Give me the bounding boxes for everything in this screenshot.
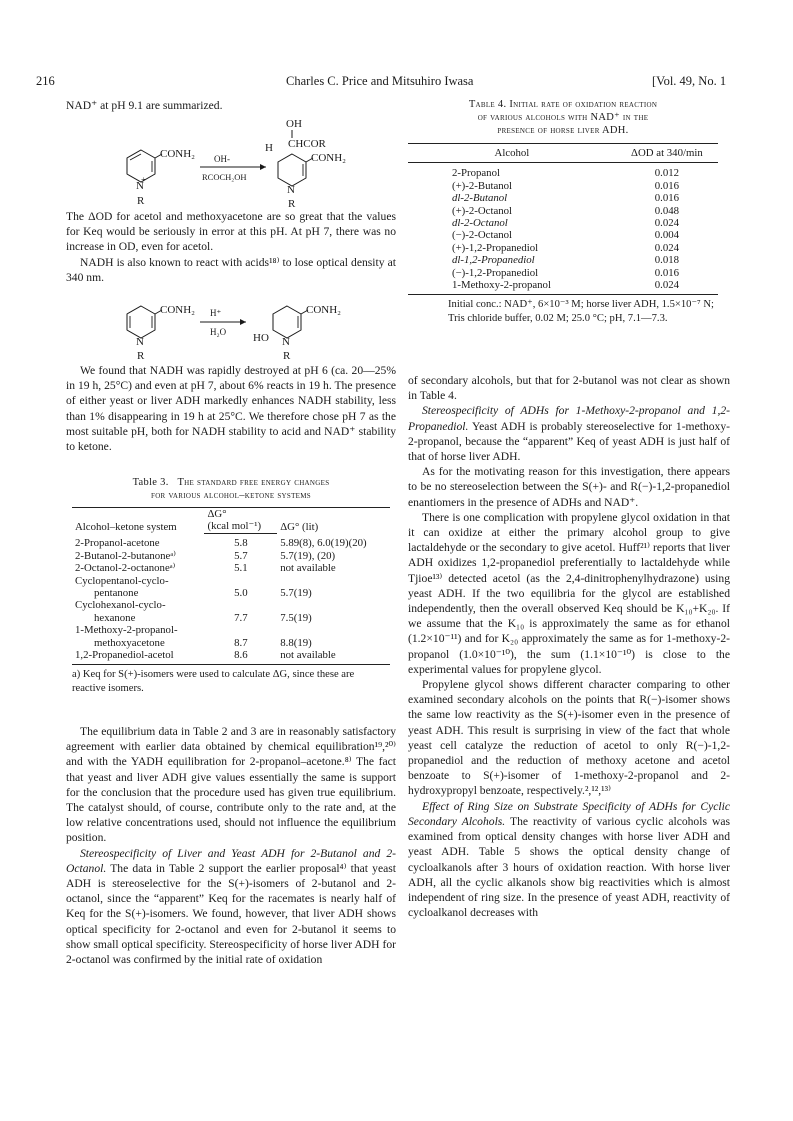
tetrahydropyridine-ring-b [273,306,301,338]
left-column-2 [66,209,396,285]
table-3-title-2: for various alcohol–ketone systems [151,490,311,501]
conh2-a: CONH₂ [160,304,196,316]
table-3-title-1: The standard free energy changes [177,477,330,488]
paragraph-stereospecificity-body: The data in Table 2 support the earlier proposal⁴⁾ that yeast ADH is stereoselective for the S(+)-isomers of 2-butanol and 2-octanol, since the “apparent” Keq for the racemates is nearly half of Keq for the S(+)-isomers. We found, however, that liver ADH shows optical specificity for 2-octanol and even for 2-butanol it seems to show small optical specificity. Stereospecificity of horse liver ADH for 2-octanol was confirmed by the initial rate of oxidation [66,861,396,967]
chcor-label: CHCOR [288,138,326,150]
table-4-note: Initial conc.: NAD⁺, 6×10⁻³ M; horse liver ADH, 1.5×10⁻⁷ N; Tris chloride buffer, 0.02 M; 25.0 °C; pH, 7.1—7.3. [448,299,714,324]
paragraph-propylene-complication: There is one complication with propylene glycol oxidation in that it can oxidize at either the primary alcohol group to give lactaldehyde or the secondary to give acetol. Huff²¹⁾ reports that liver ADH oxidizes 1,2-propanediol preferentially to lactaldehyde while Tjioe¹³⁾ detected acetol (as the 2,4-dinitrophenylhydrazone) using yeast ADH. If the two equilibria for the glycol are established independently, then the overall observed Keq should be K₁₀+K₂₀. If we assume that the K₁₀ is approximately the same as for ethanol (1.2×10⁻¹¹) and for K₂₀ approximately the same as for 1-methoxy-2-propanol (1.0×10⁻¹⁰), the sum (1.1×10⁻¹⁰) is close to the experimental values for propylene glycol. [408,510,730,676]
table-3-head-dg-unit: (kcal mol⁻¹) [204,520,277,533]
conh2-right: CONH₂ [311,152,347,164]
running-authors: Charles C. Price and Mitsuhiro Iwasa [286,74,474,88]
paragraph-nadh-stability: We found that NADH was rapidly destroyed at pH 6 (ca. 20—25% in 19 h, 25°C) and even at pH 7, about 6% reacts in 19 h. The presence of either yeast or liver ADH markedly enhances NADH stability, less than 1% disappearing in 19 h at 25°C. We therefore chose pH 7 as the most suitable pH, both for NADH stability to acid and NAD⁺ stability to ketone. [66,364,396,454]
paragraph-nadh-acids: NADH is also known to react with acids¹⁸⁾ to lose optical density at 340 nm. [66,255,396,284]
table-row: 1-Methoxy-2-propanol 0.024 [408,279,718,295]
intro-line: NAD⁺ at pH 9.1 are summarized. [66,99,223,112]
table-row: Cyclopentanol-cyclo- [75,574,169,587]
table-row: 2-Octanol-2-octanoneᵃ⁾ 5.1 not available [75,562,336,575]
table-row: dl-2-Butanol 0.016 [452,192,680,205]
scheme-2 [96,300,386,362]
table-row: Cyclohexanol-cyclo- [75,599,166,612]
paragraph-secondary-alcohols: of secondary alcohols, but that for 2-butanol was not clear as shown in Table 4. [408,374,730,403]
paragraph-stereospecificity [66,846,396,968]
n-b: N [282,336,290,348]
table-4-block [408,98,718,325]
table-row-cont: hexanone 7.7 7.5(19) [94,611,312,624]
table-4-head-od: ΔOD at 340/min [616,144,718,163]
dihydropyridine-ring-right [278,154,306,186]
table-4-head-alcohol: Alcohol [408,144,616,163]
table-3-block [72,476,390,695]
left-column-3 [66,363,396,454]
paragraph-ring-size [408,799,730,921]
paragraph-ring-size-body: The reactivity of various cyclic alcohols was examined from optical density changes with horse liver ADH and yeast ADH. Table 5 shows the optical density change of cycloalkanols after 3 hours of oxidation reaction. With horse liver ADH, all the cyclic alkanols show big reactivities which is almost independent of ring size. In the presence of yeast ADH, reactivity of cycloalkanol decreases with [408,814,730,920]
page-number: 216 [36,74,55,88]
r-a: R [137,350,145,362]
dihydropyridine-ring-a [127,306,155,338]
table-4 [408,143,718,295]
r-b: R [283,350,291,362]
table-row: dl-2-Octanol 0.024 [452,217,680,230]
section-heading-ring-size: Effect of Ring Size on Substrate Specificity of ADHs for Cyclic Secondary Alcohols. [408,799,730,828]
table-3-footnote: a) Keq for S(+)-isomers were used to calculate ΔG, since these are reactive isomers. [72,669,355,694]
table-4-caption-line-3: presence of horse liver ADH. [497,125,629,136]
table-row: 1-Methoxy-2-propanol- [75,624,178,637]
svg-text:+: + [141,175,146,184]
paragraph-propylene-character: Propylene glycol shows different character comparing to other examined secondary alcohols on the points that R(−)-isomer shows the same low reactivity as the S(+)-isomer even in the presence of yeast ADH. This result is surprising in view of the fact that whole yeast cell catalyze the reduction of acetol to only R(−)-1,2-propanediol and the reduction of methoxy acetone and acetol benzoate to S(+)-isomer of 1-methoxy-2-propanol and 2-hydroxypropyl benzoate, respectively.²,¹²,¹³⁾ [408,678,730,798]
table-row: 2-Propanol 0.012 [452,167,680,180]
n-right: N [287,184,295,196]
arrow2-top-label: H⁺ [210,308,222,318]
table-row: (−)-1,2-Propanediol 0.016 [452,266,680,279]
table-row: dl-1,2-Propanediol 0.018 [452,254,680,267]
table-row: (+)-2-Octanol 0.048 [452,204,680,217]
arrow-top-label: OH- [214,154,230,164]
table-3-head-system: Alcohol–ketone system [72,508,204,534]
arrow2-bottom-label: H₂O [210,327,227,337]
paragraph-methoxy-propanol [408,403,730,464]
table-4-caption-line-2: of various alcohols with NAD⁺ in the [477,112,649,123]
table-row: (+)-2-Butanol 0.016 [452,179,680,192]
table-row: 1,2-Propanediol-acetol 8.6 not available [72,649,390,665]
scheme-1 [96,116,386,208]
running-volume: [Vol. 49, No. 1 [652,74,727,88]
table-row: 2-Butanol-2-butanoneᵃ⁾ 5.7 5.7(19), (20) [75,549,336,562]
right-column [408,373,730,920]
left-column-4 [66,724,396,967]
ho-label: HO [253,332,269,344]
h-label: H [265,142,273,154]
conh2-b: CONH₂ [306,304,342,316]
table-row: (−)-2-Octanol 0.004 [452,229,680,242]
left-column [66,98,396,113]
section-heading-methoxy: Stereospecificity of ADHs for 1-Methoxy-2-propanol and 1,2-Propanediol. [408,404,730,433]
r-left: R [137,195,145,207]
section-heading-liver-yeast: Stereospecificity of Liver and Yeast ADH for 2-Butanol and 2-Octanol. [66,846,396,875]
conh2-left: CONH₂ [160,148,196,160]
arrow-bottom-label: RCOCH₂OH [202,172,247,182]
n-a: N [136,336,144,348]
table-row: (+)-1,2-Propanediol 0.024 [452,241,680,254]
table-4-caption [408,98,718,137]
paragraph-equilibrium: The equilibrium data in Table 2 and 3 are in reasonably satisfactory agreement with earlier data obtained by chemical equilibration¹⁹,²⁰⁾ and with the YADH equilibration for 2-propanol–acetone.⁸⁾ The fact that yeast and liver ADH give values essentially the same is support for the conclusion that the procedure used has given true equilibrium. The catalyst should, of course, contribute only to the rate and, at the low relative concentrations used, should not influence the equilibrium position. [66,725,396,845]
table-3-caption [72,476,390,502]
oh-top: OH [286,118,302,130]
table-3-head-dg: ΔG° [204,508,277,521]
table-3-head-lit: ΔG° (lit) [277,508,390,534]
table-row-cont: pentanone 5.0 5.7(19) [94,586,312,599]
n-plus: N [136,180,144,192]
table-4-caption-line-1: Table 4. Initial rate of oxidation reaction [468,99,658,110]
table-row: 2-Propanol-acetone 5.8 5.89(8), 6.0(19)(20) [75,537,367,550]
paragraph-motivating-reason: As for the motivating reason for this investigation, there appears to be no stereoselection between the S(+)- and R(−)-1,2-propanediol enantiomers in the presence of ADHs and NAD⁺. [408,465,730,509]
paragraph-delta-od: The ΔOD for acetol and methoxyacetone are so great that the values for Keq would be seriously in error at this pH. At pH 7, there was no increase in OD, even for acetol. [66,210,396,254]
table-row-cont: methoxyacetone 8.7 8.8(19) [94,636,312,649]
table-3 [72,507,390,665]
paragraph-methoxy-body: Yeast ADH is probably stereoselective for 1-methoxy-2-propanol, because the “apparent” Keq of yeast ADH is just half of that of horse liver ADH. [408,419,730,464]
r-right: R [288,198,296,208]
table-3-label: Table 3. [132,477,169,488]
